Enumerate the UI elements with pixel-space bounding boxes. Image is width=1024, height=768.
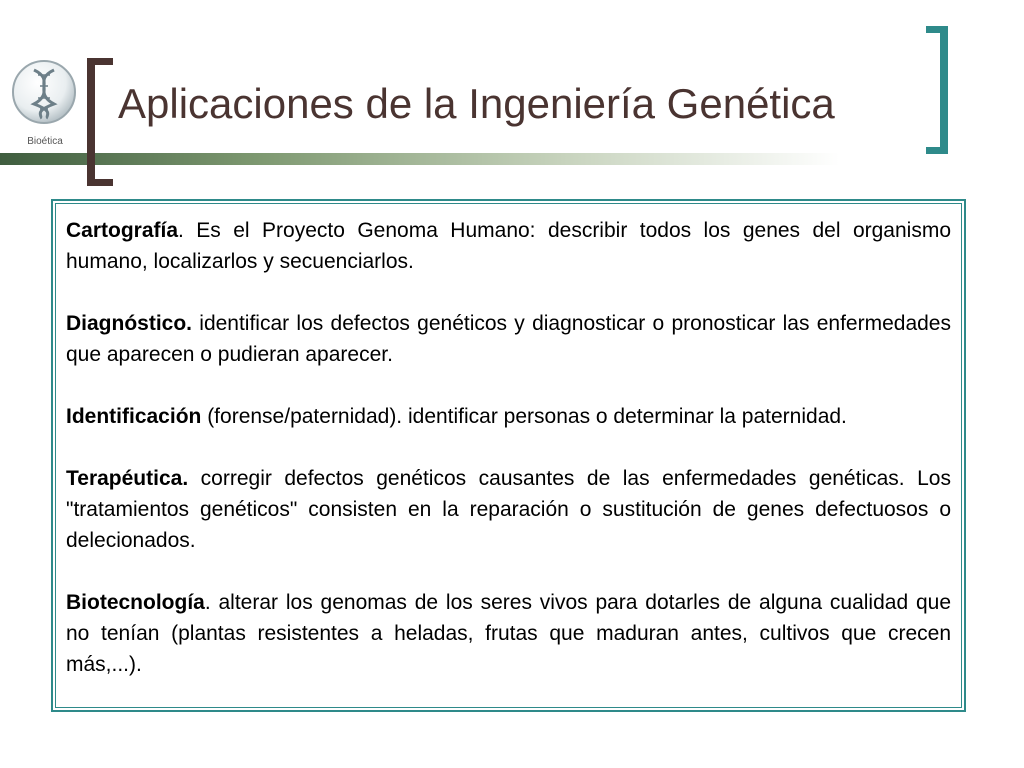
item-term: Identificación bbox=[66, 405, 202, 428]
title-separator bbox=[0, 153, 1024, 165]
item-text: (forense/paternidad). identificar personas o determinar la paternidad. bbox=[201, 405, 847, 428]
logo-label: Bioética bbox=[27, 136, 63, 147]
list-item bbox=[66, 215, 951, 277]
list-item bbox=[66, 401, 951, 432]
bioetica-logo bbox=[10, 58, 78, 126]
item-term: Diagnóstico. bbox=[66, 312, 193, 335]
item-text: . alterar los genomas de los seres vivos para dotarles de alguna cualidad que no tenían (plantas resistentes a heladas, frutas que maduran antes, cultivos que crecen más,...). bbox=[66, 591, 951, 676]
content-inner bbox=[55, 203, 962, 708]
list-item bbox=[66, 308, 951, 370]
list-item bbox=[66, 587, 951, 680]
item-text: . Es el Proyecto Genoma Humano: describir todos los genes del organismo humano, localizarlos y secuenciarlos. bbox=[66, 219, 951, 273]
page-title: Aplicaciones de la Ingeniería Genética bbox=[118, 80, 835, 127]
dna-helix-icon bbox=[10, 58, 78, 126]
content-box bbox=[51, 199, 966, 712]
item-term: Biotecnología bbox=[66, 591, 205, 614]
item-term: Terapéutica. bbox=[66, 467, 189, 490]
item-term: Cartografía bbox=[66, 219, 179, 242]
right-bracket bbox=[926, 26, 948, 154]
left-bracket bbox=[87, 58, 113, 186]
list-item bbox=[66, 463, 951, 556]
item-text: identificar los defectos genéticos y diagnosticar o pronosticar las enfermedades que aparecen o pudieran aparecer. bbox=[66, 312, 951, 366]
item-text: corregir defectos genéticos causantes de las enfermedades genéticas. Los "tratamientos genéticos" consisten en la reparación o sustitución de genes defectuosos o delecionados. bbox=[66, 467, 951, 552]
